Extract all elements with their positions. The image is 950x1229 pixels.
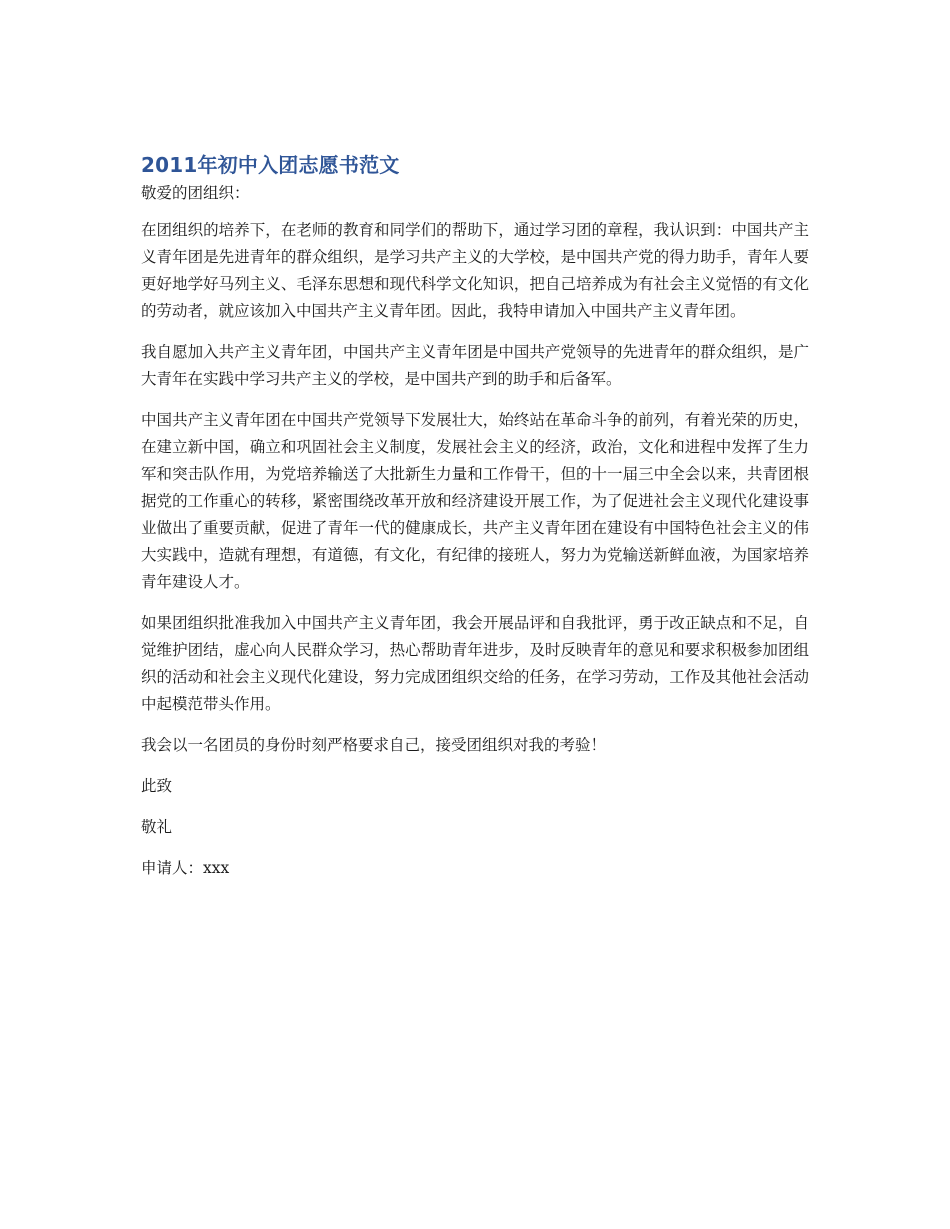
paragraph-3: 中国共产主义青年团在中国共产党领导下发展壮大，始终站在革命斗争的前列，有着光荣的历史，在建立新中国，确立和巩固社会主义制度，发展社会主义的经济，政治，文化和进程中发挥了生力军和突击队作用，为党培养输送了大批新生力量和工作骨干，但的十一届三中全会以来，共青团根据党的工作重心的转移，紧密围绕改革开放和经济建设开展工作，为了促进社会主义现代化建设事业做出了重要贡献，促进了青年一代的健康成长，共产主义青年团在建设有中国特色社会主义的伟大实践中，造就有理想，有道德，有文化，有纪律的接班人，努力为党输送新鲜血液，为国家培养青年建设人才。 [141,411,809,591]
paragraph-2: 我自愿加入共产主义青年团，中国共产主义青年团是中国共产党领导的先进青年的群众组织，是广大青年在实践中学习共产主义的学校，是中国共产到的助手和后备军。 [141,343,809,388]
signature-line: 申请人：xxx [141,859,230,877]
regards-line: 敬礼 [141,818,173,836]
paragraph-5: 我会以一名团员的身份时刻严格要求自己，接受团组织对我的考验！ [141,736,607,754]
document-body [141,151,809,896]
document-title: 2011年初中入团志愿书范文 [141,153,400,177]
salutation: 敬爱的团组织： [141,184,250,202]
paragraph-4: 如果团组织批准我加入中国共产主义青年团，我会开展品评和自我批评，勇于改正缺点和不足，自觉维护团结，虚心向人民群众学习，热心帮助青年进步，及时反映青年的意见和要求积极参加团组织的活动和社会主义现代化建设，努力完成团组织交给的任务，在学习劳动，工作及其他社会活动中起模范带头作用。 [141,614,809,713]
paragraph-1: 在团组织的培养下，在老师的教育和同学们的帮助下，通过学习团的章程，我认识到：中国共产主义青年团是先进青年的群众组织，是学习共产主义的大学校，是中国共产党的得力助手，青年人要更好地学好马列主义、毛泽东思想和现代科学文化知识，把自己培养成为有社会主义觉悟的有文化的劳动者，就应该加入中国共产主义青年团。因此，我特申请加入中国共产主义青年团。 [141,221,809,320]
closing-line: 此致 [141,777,173,795]
